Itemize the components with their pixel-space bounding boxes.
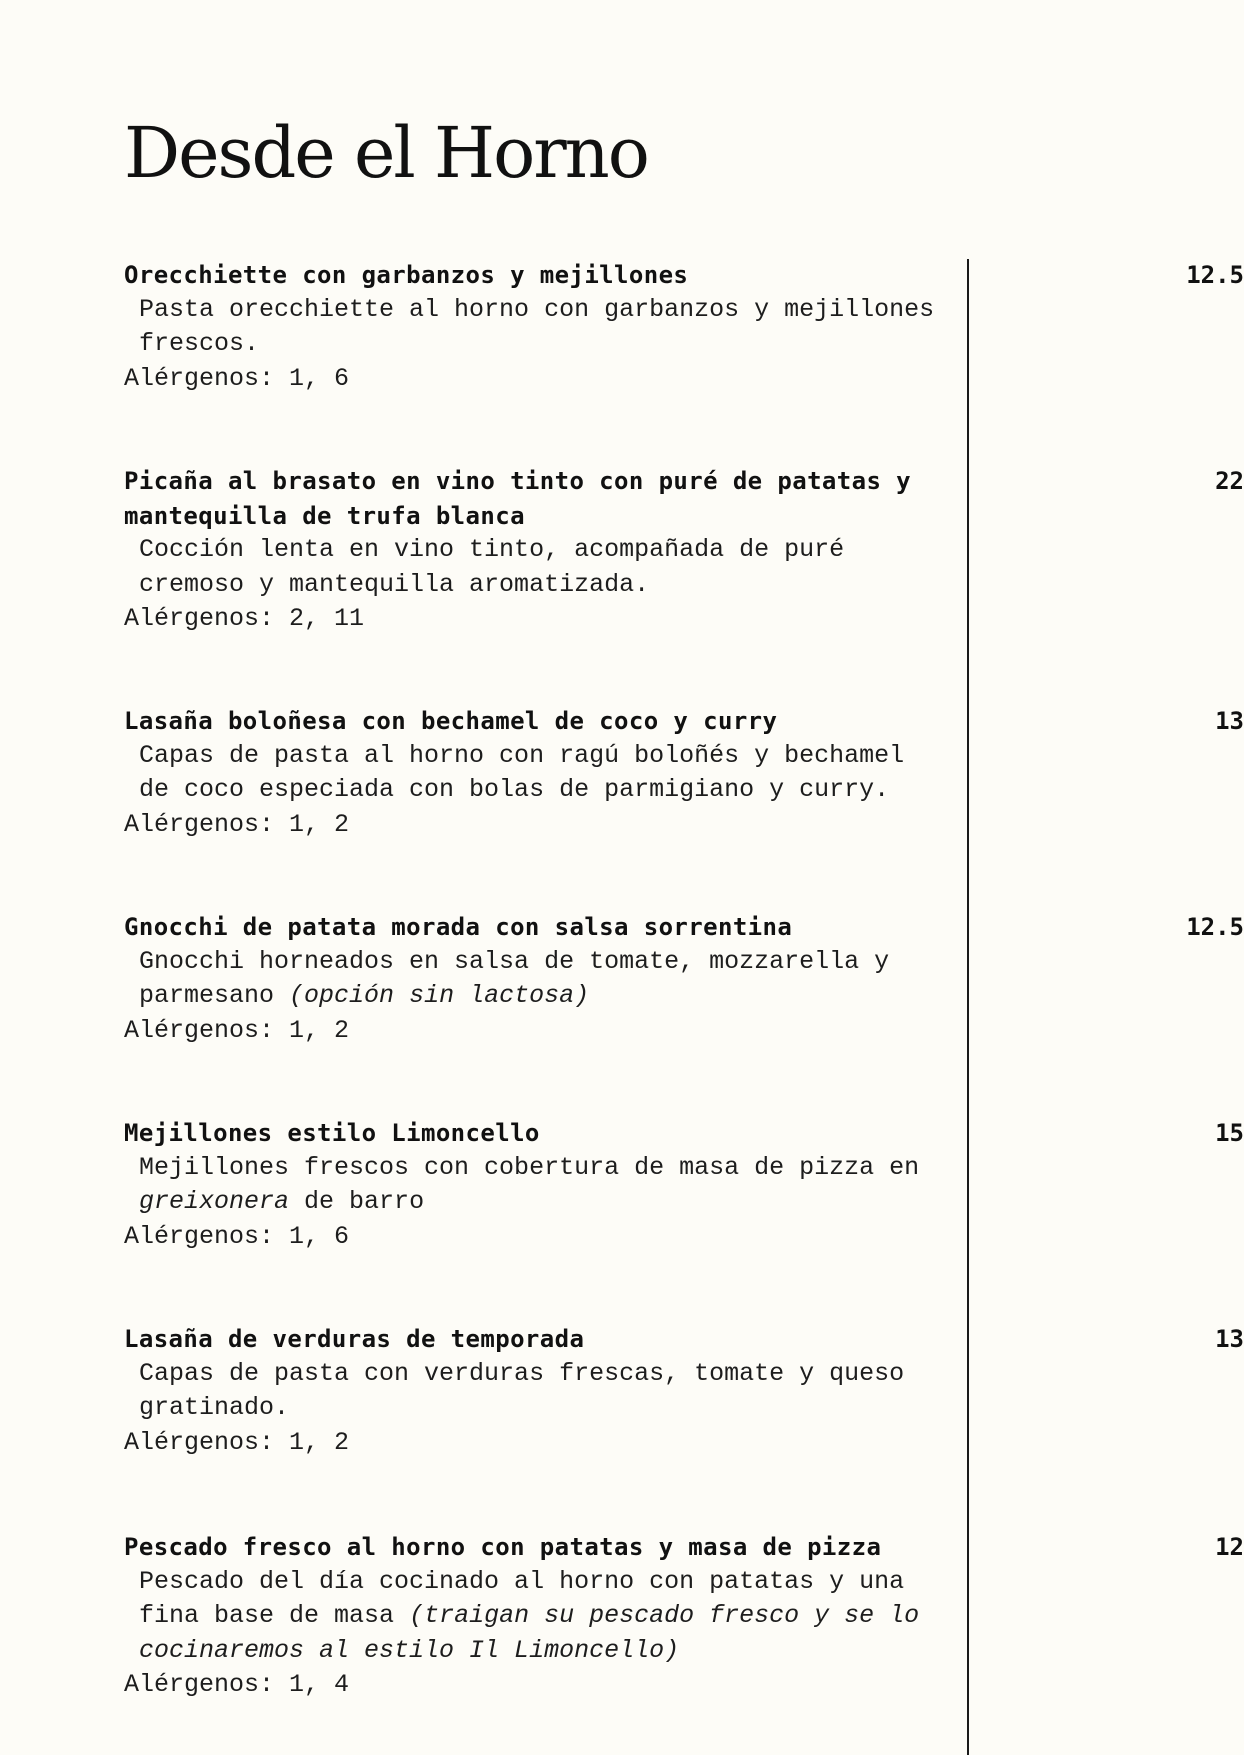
menu-item xyxy=(124,258,1244,396)
allergens-label: Alérgenos: xyxy=(124,1221,275,1251)
allergens-label: Alérgenos: xyxy=(124,604,275,633)
item-name: Lasaña de verduras de temporada xyxy=(124,1325,585,1353)
description-text-end: de barro xyxy=(304,1187,425,1216)
item-allergens xyxy=(124,1014,924,1049)
item-description: Capas de pasta al horno con ragú boloñés y bechamel de coco especiada con bolas de parmigiano y curry. xyxy=(139,740,905,804)
menu-item xyxy=(124,910,1244,1048)
item-price: 12.5 xyxy=(1186,913,1244,941)
item-description: Capas de pasta con verduras frescas, tomate y queso gratinado. xyxy=(139,1358,905,1422)
allergens-codes: 1, 6 xyxy=(289,1221,350,1251)
item-description: Cocción lenta en vino tinto, acompañada de puré cremoso y mantequilla aromatizada. xyxy=(139,535,845,599)
item-name: Gnocchi de patata morada con salsa sorrentina xyxy=(124,913,793,941)
allergens-label: Alérgenos: xyxy=(124,363,275,393)
item-price: 13 xyxy=(1215,707,1244,735)
item-price: 15 xyxy=(1215,1119,1244,1147)
description-text: Mejillones frescos con cobertura de masa de pizza en xyxy=(139,1152,920,1182)
description-note: greixonera xyxy=(139,1187,290,1216)
allergens-codes: 2, 11 xyxy=(289,604,365,633)
item-allergens xyxy=(124,1426,924,1461)
item-allergens xyxy=(124,808,924,843)
description-note: (opción sin lactosa) xyxy=(289,981,590,1010)
item-price: 22 xyxy=(1215,467,1244,495)
item-allergens xyxy=(124,1220,924,1255)
menu-item xyxy=(124,464,1244,637)
item-price: 12 xyxy=(1215,1533,1244,1561)
description-note: (traigan su pescado fresco y se lo cocinaremos al estilo Il Limoncello) xyxy=(139,1601,920,1665)
allergens-codes: 1, 2 xyxy=(289,1015,350,1045)
item-name: Orecchiette con garbanzos y mejillones xyxy=(124,261,689,289)
allergens-label: Alérgenos: xyxy=(124,1670,275,1699)
item-allergens xyxy=(124,1668,924,1703)
allergens-codes: 1, 6 xyxy=(289,363,350,393)
item-description: Pasta orecchiette al horno con garbanzos y mejillones frescos. xyxy=(139,294,935,358)
description-text: Pescado del día cocinado al horno con patatas y una fina base de masa xyxy=(139,1566,905,1630)
item-name: Picaña al brasato en vino tinto con puré de patatas y mantequilla de trufa blanca xyxy=(124,467,912,530)
page-title: Desde el Horno xyxy=(124,112,648,194)
menu-item xyxy=(124,704,1244,842)
allergens-codes: 1, 4 xyxy=(289,1670,350,1699)
allergens-codes: 1, 2 xyxy=(289,809,350,839)
menu-item xyxy=(124,1116,1244,1254)
allergens-label: Alérgenos: xyxy=(124,809,275,839)
item-price: 13 xyxy=(1215,1325,1244,1353)
allergens-codes: 1, 2 xyxy=(289,1427,350,1457)
item-description xyxy=(124,1565,939,1669)
item-description xyxy=(124,1151,939,1220)
item-allergens xyxy=(124,362,924,397)
item-name: Mejillones estilo Limoncello xyxy=(124,1119,540,1147)
item-description xyxy=(124,945,939,1014)
item-name: Lasaña boloñesa con bechamel de coco y curry xyxy=(124,707,778,735)
item-price: 12.5 xyxy=(1186,261,1244,289)
item-allergens xyxy=(124,602,924,637)
description-text: Gnocchi horneados en salsa de tomate, mozzarella y parmesano xyxy=(139,946,890,1010)
item-name: Pescado fresco al horno con patatas y masa de pizza xyxy=(124,1533,882,1561)
allergens-label: Alérgenos: xyxy=(124,1427,275,1457)
menu-item xyxy=(124,1322,1244,1460)
allergens-label: Alérgenos: xyxy=(124,1015,275,1045)
menu-item xyxy=(124,1530,1244,1703)
